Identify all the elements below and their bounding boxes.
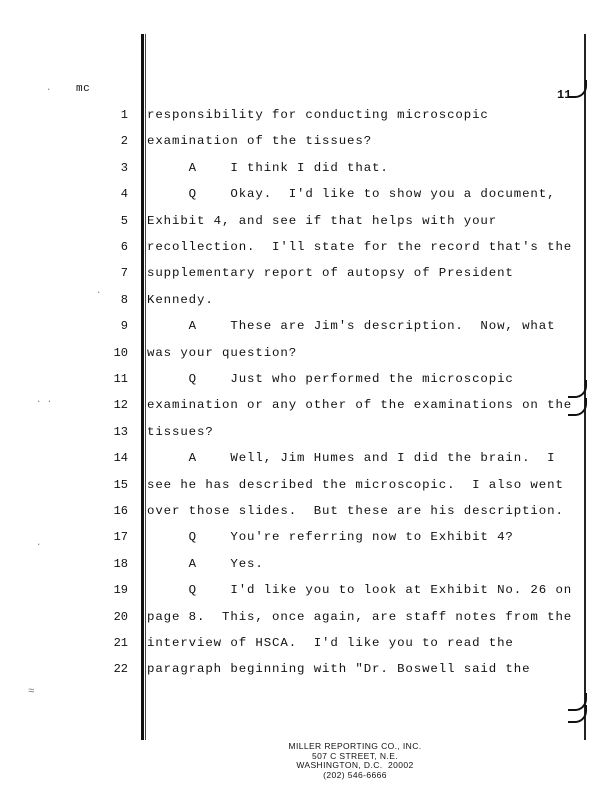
transcript-line: over those slides. But these are his description. [147,504,564,518]
transcript-line: Q Okay. I'd like to show you a document, [147,187,556,201]
transcript-line: A I think I did that. [147,161,389,175]
transcript-line: examination or any other of the examinations on the [147,398,573,412]
reporter-footer [250,742,460,780]
line-number: 19 [113,583,128,597]
transcript-line: Q Just who performed the microscopic [147,372,514,386]
transcript-line: interview of HSCA. I'd like you to read the [147,636,514,650]
line-number: 6 [120,240,128,254]
transcript-line: A Well, Jim Humes and I did the brain. I [147,451,556,465]
line-number: 1 [120,108,128,122]
line-number: 21 [113,636,128,650]
transcript-line: tissues? [147,425,214,439]
transcript-line: Kennedy. [147,293,214,307]
transcript-line: Exhibit 4, and see if that helps with your [147,214,498,228]
reporter-initials: mc [76,83,91,95]
line-number: 10 [113,346,128,360]
line-number: 20 [113,610,128,624]
footer-company: MILLER REPORTING CO., INC. [288,741,422,751]
page-number: 11 [557,88,572,102]
line-number: 4 [120,187,128,201]
transcript-line: was your question? [147,346,298,360]
line-number: 13 [113,425,128,439]
transcript-line: see he has described the microscopic. I also went [147,478,564,492]
left-margin-rule [141,34,144,740]
transcript-line: page 8. This, once again, are staff notes from the [147,610,573,624]
footer-city: WASHINGTON, D.C. 20002 [296,760,414,770]
line-number: 9 [120,319,128,333]
line-number: 8 [120,293,128,307]
transcript-line: A These are Jim's description. Now, what [147,319,556,333]
line-number: 22 [113,662,128,676]
line-number: 14 [113,451,128,465]
line-number: 15 [113,478,128,492]
transcript-line: A Yes. [147,557,264,571]
scan-speck: · [46,85,52,95]
line-number: 2 [120,134,128,148]
scan-speck: · [96,288,102,298]
transcript-line: recollection. I'll state for the record that's the [147,240,573,254]
scan-speck: · · [36,397,53,407]
line-number: 16 [113,504,128,518]
transcript-line: supplementary report of autopsy of President [147,266,514,280]
line-number: 18 [113,557,128,571]
line-number: 5 [120,214,128,228]
line-number: 17 [113,530,128,544]
footer-phone: (202) 546-6666 [323,769,387,780]
line-number: 11 [113,372,128,386]
scan-smudge: ≈ [28,686,35,698]
scan-speck: · [36,540,42,550]
transcript-line: responsibility for conducting microscopic [147,108,489,122]
transcript-line: paragraph beginning with "Dr. Boswell said the [147,662,531,676]
transcript-line: Q You're referring now to Exhibit 4? [147,530,514,544]
line-number: 12 [113,398,128,412]
transcript-line: examination of the tissues? [147,134,373,148]
line-number: 3 [120,161,128,175]
transcript-line: Q I'd like you to look at Exhibit No. 26 on [147,583,573,597]
left-margin-rule-inner [145,34,146,740]
line-number: 7 [120,266,128,280]
footer-street: 507 C STREET, N.E. [311,750,399,761]
